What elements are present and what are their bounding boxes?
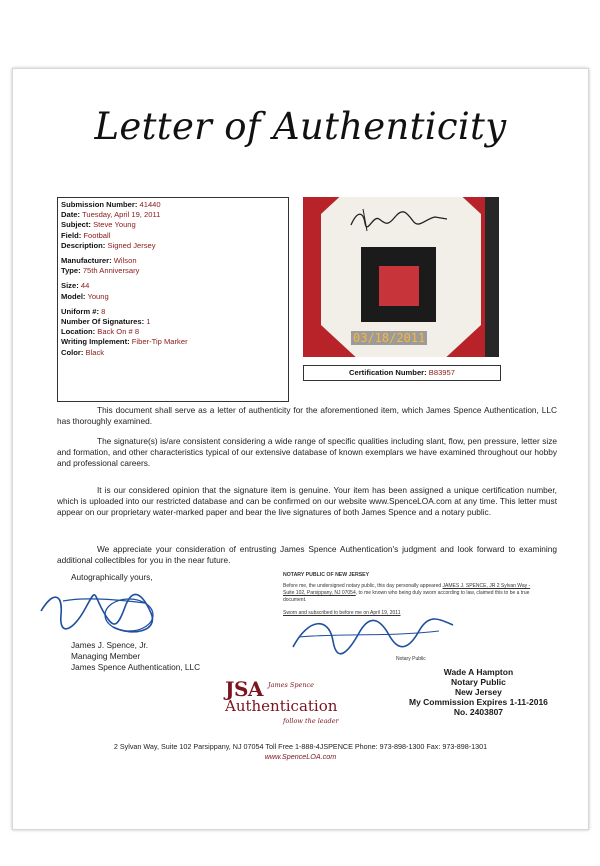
paragraph-3: It is our considered opinion that the signature item is genuine. Your item has been assigned a unique certification number, which is uploaded into our restricted database and can be confirmed on our website www.SpenceLOA.com at any time. This letter must appear on our proprietary water-marked paper and bear the live signatures of both James Spence and a notary public. (57, 485, 557, 517)
signer-company: James Spence Authentication, LLC (71, 662, 201, 672)
footer-url: www.SpenceLOA.com (264, 752, 337, 761)
info-value: 8 (101, 306, 106, 316)
signer-name: James J. Spence, Jr. (71, 640, 149, 650)
info-value: Black (85, 347, 105, 357)
info-value: 75th Anniversary (82, 266, 140, 276)
info-value: 44 (80, 281, 90, 291)
info-label: Description: (61, 240, 106, 250)
info-label: Field: (61, 230, 82, 240)
info-row (61, 292, 285, 302)
spence-signature (33, 581, 163, 641)
page-title: Letter of Authenticity (94, 105, 507, 148)
info-row (61, 337, 285, 347)
info-label: Uniform #: (61, 306, 99, 316)
info-row (61, 210, 285, 220)
info-row (61, 307, 285, 317)
paragraph-2: The signature(s) is/are consistent considering a wide range of specific qualities including slant, flow, pen pressure, letter size and formation, and other characteristics typical of our extensive database of known exemplars we have examined throughout our hobby and professional careers. (57, 436, 557, 468)
notary-header: NOTARY PUBLIC OF NEW JERSEY (283, 572, 370, 578)
info-value: Back On # 8 (97, 327, 140, 337)
certification-value: B83957 (428, 368, 455, 377)
item-details-box (57, 197, 289, 402)
info-label: Location: (61, 327, 96, 337)
info-row (61, 281, 285, 291)
notary-public-label: Notary Public (396, 656, 426, 662)
photo-date-stamp: 03/18/2011 (353, 331, 426, 345)
jersey-autograph (343, 205, 453, 237)
footer-contact: 2 Sylvan Way, Suite 102 Parsippany, NJ 07054 Toll Free 1-888-4JSPENCE Phone: 973-898-1300 Fax: 973-898-1301 (113, 742, 488, 751)
info-label: Type: (61, 266, 81, 276)
item-photo (303, 197, 499, 357)
signer-block (71, 640, 200, 673)
notary-statement: Before me, the undersigned notary public, this day personally appeared JAMES J. SPENCE, JR 2 Sylvan Way - Suite 102, Parsippany, NJ 07054, to me known who being duly sworn according to law, claimed this to be a true document. (283, 583, 531, 603)
certification-label: Certification Number: (349, 368, 427, 377)
info-value: Young (87, 291, 109, 301)
info-row (61, 220, 285, 230)
info-row (61, 256, 285, 266)
info-row (61, 266, 285, 276)
info-value: Signed Jersey (107, 240, 156, 250)
footer (13, 742, 588, 762)
paragraph-4: We appreciate your consideration of entrusting James Spence Authentication's judgment and look forward to examining additional collectibles for you in the near future. (57, 544, 557, 565)
info-value: Fiber-Tip Marker (131, 337, 188, 347)
info-row (61, 317, 285, 327)
jsa-logo: JSA James Spence Authentication follow the leader (225, 677, 339, 725)
info-label: Submission Number: (61, 200, 138, 209)
info-label: Date: (61, 210, 80, 220)
info-label: Color: (61, 347, 84, 357)
info-label: Model: (61, 291, 86, 301)
info-row (61, 348, 285, 358)
info-value: 41440 (139, 200, 161, 209)
info-value: Football (83, 230, 111, 240)
closing: Autographically yours, (71, 572, 153, 582)
info-label: Manufacturer: (61, 256, 112, 266)
notary-sworn: Sworn and subscribed to before me on April 19, 2011 (283, 610, 401, 616)
info-label: Subject: (61, 220, 91, 230)
paragraph-1: This document shall serve as a letter of authenticity for the aforementioned item, which James Spence Authentication, LLC has thoroughly examined. (57, 405, 557, 426)
info-value: 1 (146, 317, 151, 327)
notary-stamp: Wade A Hampton Notary Public New Jersey My Commission Expires 1-11-2016 No. 2403807 (409, 667, 548, 717)
info-row (61, 241, 285, 251)
info-label: Number Of Signatures: (61, 317, 145, 327)
certification-number-box (303, 365, 501, 381)
info-label: Writing Implement: (61, 337, 130, 347)
info-row (61, 231, 285, 241)
info-row (61, 200, 285, 210)
info-value: Steve Young (93, 220, 136, 230)
info-label: Size: (61, 281, 79, 291)
info-value: Wilson (113, 256, 137, 266)
letter-page (12, 68, 589, 830)
info-value: Tuesday, April 19, 2011 (81, 210, 161, 220)
notary-signature (289, 611, 459, 659)
info-row (61, 327, 285, 337)
signer-title: Managing Member (71, 651, 141, 661)
